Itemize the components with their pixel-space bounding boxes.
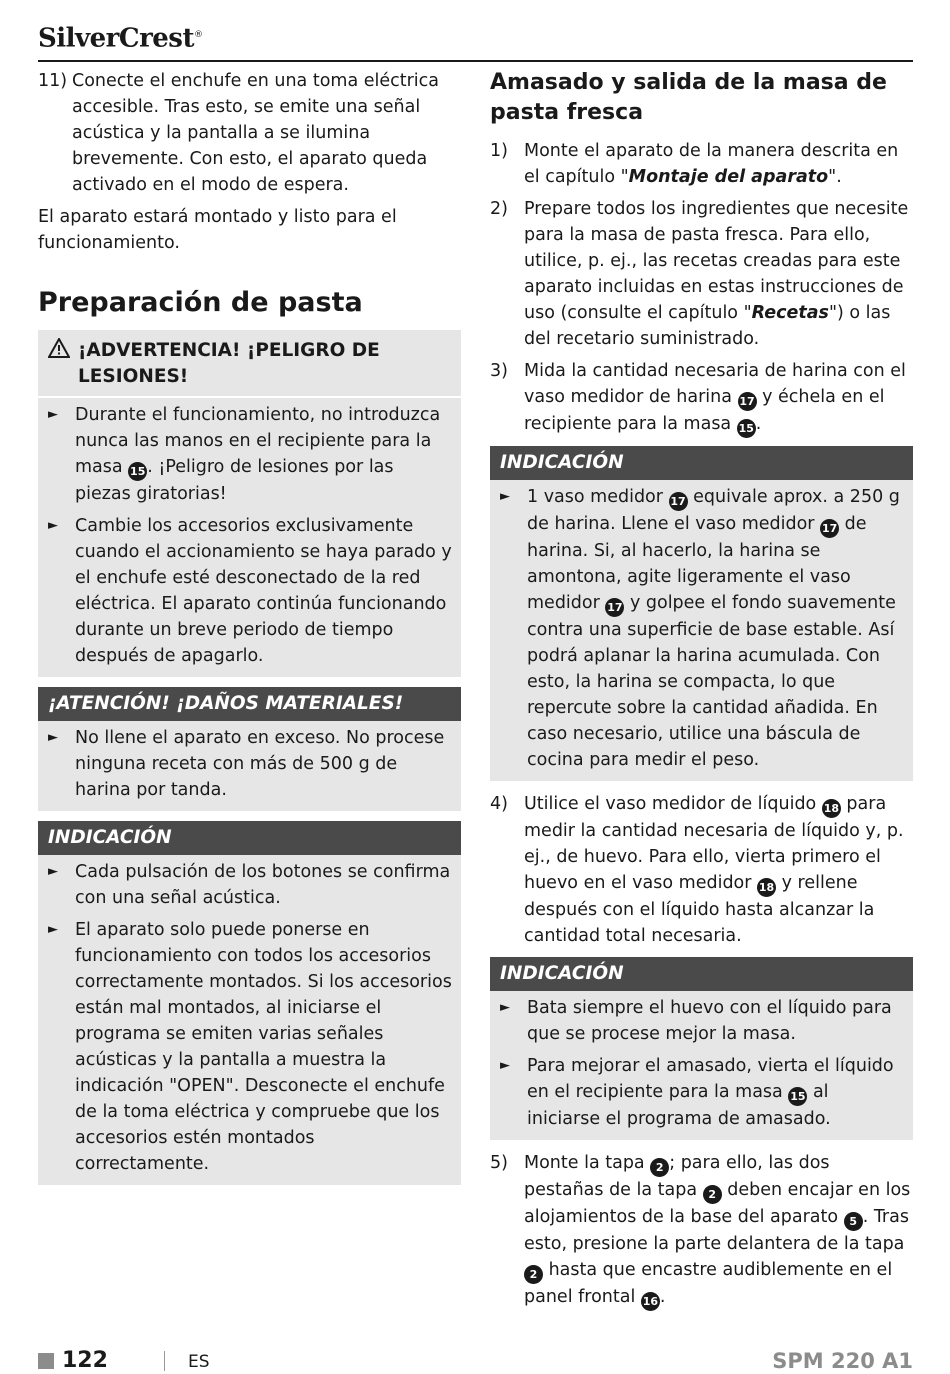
- step-11: [38, 68, 461, 198]
- ref-badge: 2: [703, 1185, 722, 1204]
- bullet-arrow-icon: ►: [500, 1058, 510, 1073]
- note-bullet-2: ► Para mejorar el amasado, vierta el líquido en el recipiente para la masa 15 al iniciarse el programa de amasado.: [490, 1049, 913, 1134]
- ref-badge: 18: [822, 799, 841, 818]
- note-header: INDICACIÓN: [490, 957, 913, 991]
- ref-badge: 17: [605, 598, 624, 617]
- bullet-arrow-icon: ►: [48, 407, 58, 422]
- ref-badge: 2: [650, 1158, 669, 1177]
- page-header: [38, 18, 913, 62]
- ref-badge: 16: [641, 1292, 660, 1311]
- ref-badge: 15: [128, 462, 147, 481]
- note-header: INDICACIÓN: [490, 446, 913, 480]
- step-4: 4) Utilice el vaso medidor de líquido 18 para medir la cantidad necesaria de líquido y, p. ej., de huevo. Para ello, vierta primero el huevo en el vaso medidor 18 y rellene después con el líquido hasta alcanzar la cantidad total necesaria.: [490, 794, 904, 946]
- ref-badge: 15: [737, 419, 756, 438]
- footer-square-icon: [38, 1353, 54, 1369]
- page-number: 122: [62, 1348, 108, 1373]
- brand-logo: SilverCrest®: [38, 23, 203, 54]
- step-5: 5) Monte la tapa 2 ; para ello, las dos pestañas de la tapa 2 deben encajar en los alojamientos de la base del aparato 5 . Tras esto, presione la parte delantera de la tapa 2 hasta que encastre audiblemente en el panel frontal 16 .: [490, 1150, 913, 1311]
- note-box: [38, 821, 461, 1185]
- step-2: 2) Prepare todos los ingredientes que necesite para la masa de pasta fresca. Para ello, utilice, p. ej., las recetas creadas para este aparato incluidas en estas instrucciones de uso (consulte el capítulo "Recetas") o las del recetario suministrado.: [490, 199, 909, 349]
- page-footer: [38, 1346, 913, 1374]
- attention-header: ¡ATENCIÓN! ¡DAÑOS MATERIALES!: [38, 687, 461, 721]
- note-box-1: [490, 446, 913, 781]
- note-header: INDICACIÓN: [38, 821, 461, 855]
- attention-bullet-1: ► No llene el aparato en exceso. No procese ninguna receta con más de 500 g de harina por tanda.: [38, 721, 461, 805]
- section-title: Preparación de pasta: [38, 287, 363, 318]
- step-text: Conecte el enchufe en una toma eléctrica accesible. Tras esto, se emite una señal acústica y la pantalla a se ilumina brevemente. Con esto, el aparato queda activado en el modo de espera.: [72, 71, 440, 195]
- bullet-arrow-icon: ►: [48, 518, 58, 533]
- bullet-arrow-icon: ►: [48, 864, 58, 879]
- step-1: 1) Monte el aparato de la manera descrita en el capítulo "Montaje del aparato".: [490, 141, 899, 187]
- ref-badge: 18: [757, 878, 776, 897]
- note-bullet-1: ► Bata siempre el huevo con el líquido para que se procese mejor la masa.: [490, 991, 913, 1049]
- attention-box: [38, 687, 461, 811]
- language-code: ES: [188, 1352, 210, 1372]
- note-bullet-1: ► Cada pulsación de los botones se confirma con una señal acústica.: [38, 855, 461, 913]
- warning-triangle-icon: [48, 338, 78, 390]
- left-column: [38, 68, 461, 1195]
- note-bullet: ► 1 vaso medidor 17 equivale aprox. a 250 g de harina. Llene el vaso medidor 17 de harina. Si, al hacerlo, la harina se amontona, agite ligeramente el vaso medidor 17 y golpee el fondo suavemente contra una superficie de base estable. Así podrá aplanar la harina acumulada. Con esto, la harina se compacta, lo que repercute sobre la cantidad añadida. En caso necesario, utilice una báscula de cocina para medir el peso.: [490, 480, 913, 775]
- note-box-2: [490, 957, 913, 1140]
- ref-badge: 17: [820, 519, 839, 538]
- bullet-arrow-icon: ►: [48, 730, 58, 745]
- ref-badge: 15: [788, 1087, 807, 1106]
- warning-box: [38, 330, 461, 677]
- warning-bullet-2: ► Cambie los accesorios exclusivamente cuando el accionamiento se haya parado y el enchufe esté desconectado de la red eléctrica. El aparato continúa funcionando durante un breve periodo de tiempo después de apagarlo.: [38, 509, 461, 671]
- bullet-arrow-icon: ►: [500, 489, 510, 504]
- step-3: 3) Mida la cantidad necesaria de harina con el vaso medidor de harina 17 y échela en el recipiente para la masa 15 .: [490, 358, 913, 438]
- step-number: 11): [38, 71, 68, 91]
- warning-bullet-1: ► Durante el funcionamiento, no introduzca nunca las manos en el recipiente para la masa 15 . ¡Peligro de lesiones por las piezas giratorias!: [38, 398, 461, 509]
- ref-badge: 17: [669, 492, 688, 511]
- model-number: SPM 220 A1: [772, 1349, 913, 1373]
- ready-paragraph: El aparato estará montado y listo para el funcionamiento.: [38, 207, 397, 253]
- subsection-title: Amasado y salida de la masa de pasta fresca: [490, 70, 887, 125]
- note-bullet-2: ► El aparato solo puede ponerse en funcionamiento con todos los accesorios correctamente montados. Si los accesorios están mal montados, al iniciarse el programa se emiten varias señales acústicas y la pantalla a muestra la indicación "OPEN". Desconecte el enchufe de la toma eléctrica y compruebe que los accesorios estén montados correctamente.: [38, 913, 461, 1179]
- ref-badge: 17: [738, 392, 757, 411]
- right-column: [490, 68, 913, 1317]
- ref-badge: 2: [524, 1265, 543, 1284]
- footer-divider: [164, 1351, 165, 1371]
- bullet-arrow-icon: ►: [48, 922, 58, 937]
- bullet-arrow-icon: ►: [500, 1000, 510, 1015]
- warning-header: [38, 330, 461, 398]
- warning-title: ¡ADVERTENCIA! ¡PELIGRO DE LESIONES!: [78, 340, 380, 387]
- ref-badge: 5: [844, 1212, 863, 1231]
